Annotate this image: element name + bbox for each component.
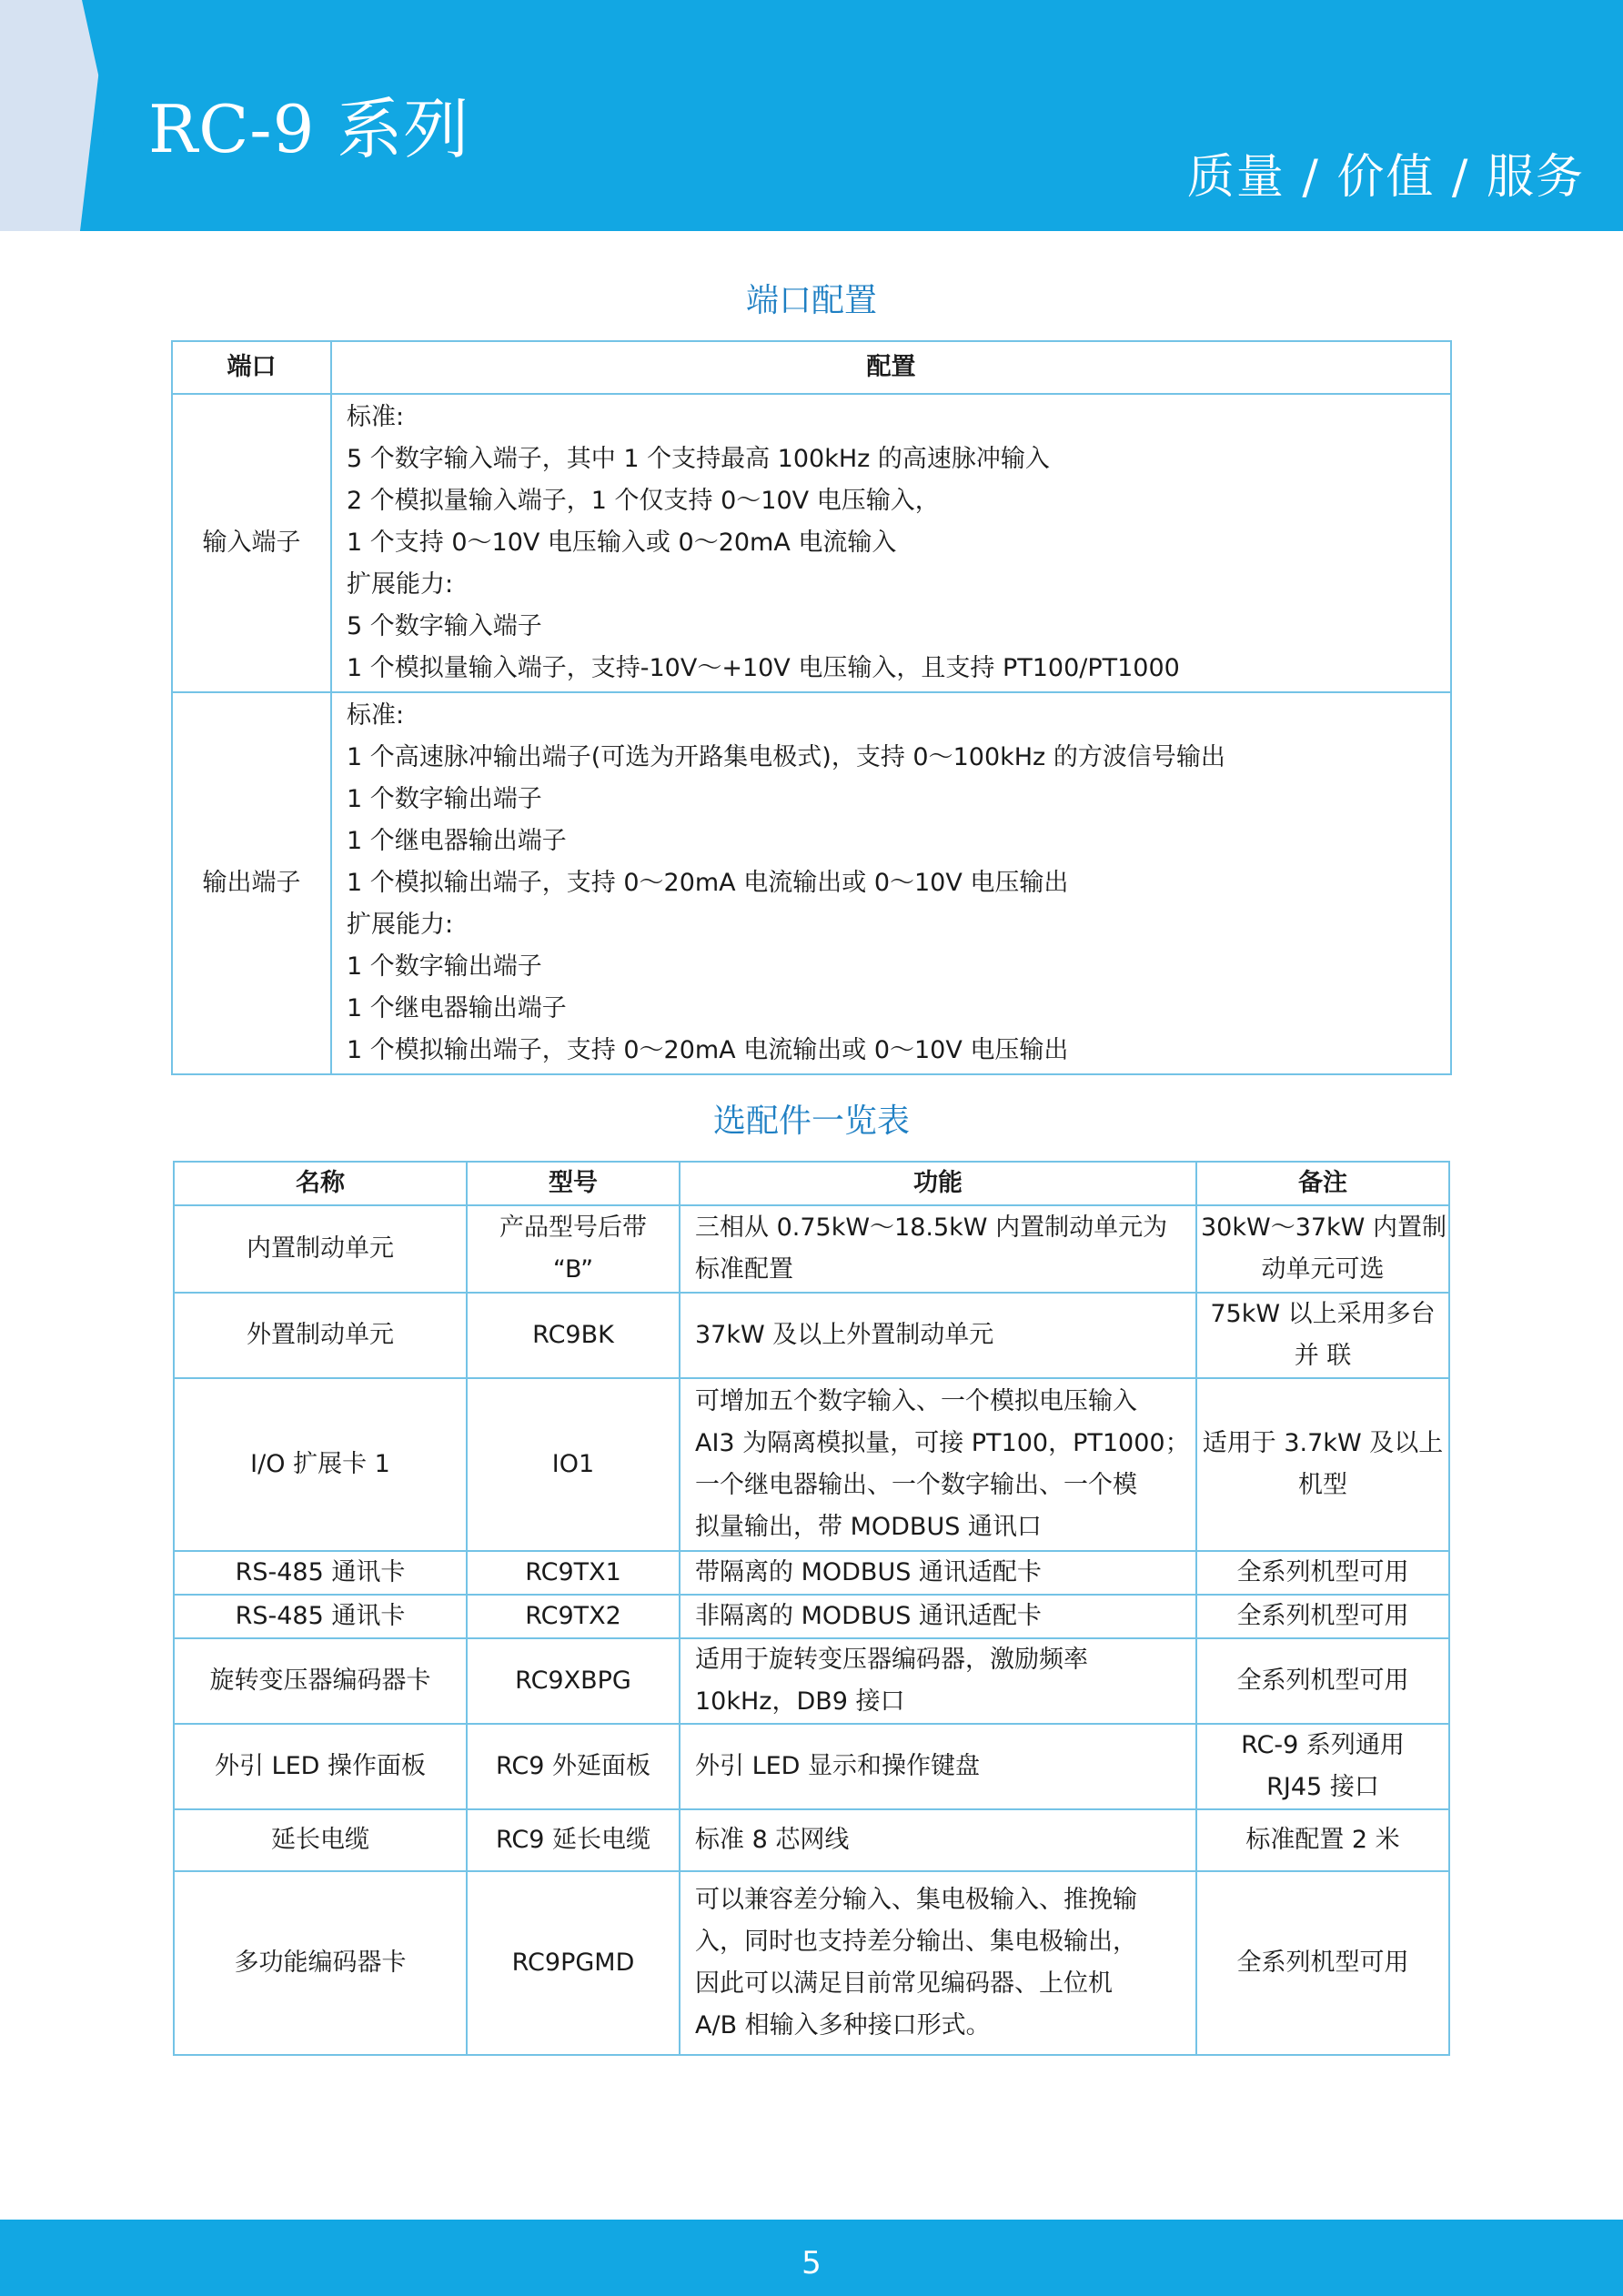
accessory-name: RS-485 通讯卡 <box>174 1551 467 1595</box>
accessory-model-line: RC9XBPG <box>515 1667 631 1695</box>
accessory-function-line: 适用于旋转变压器编码器，激励频率 <box>695 1646 1088 1674</box>
accessory-model-line: RC9BK <box>532 1321 614 1349</box>
config-line: 1 个继电器输出端子 <box>347 827 567 855</box>
accessory-note-line: 全系列机型可用 <box>1236 1602 1409 1630</box>
accessory-name: RS-485 通讯卡 <box>174 1595 467 1638</box>
accessory-note-line: 机型 <box>1298 1471 1347 1499</box>
accessory-note <box>1196 1809 1449 1871</box>
table-header-row <box>174 1162 1449 1205</box>
accessory-function <box>680 1724 1196 1809</box>
accessory-function <box>680 1551 1196 1595</box>
accessories-table <box>173 1161 1450 2056</box>
accessory-model <box>467 1293 680 1378</box>
accessory-model <box>467 1205 680 1293</box>
config-line: 1 个继电器输出端子 <box>347 994 567 1022</box>
accessory-name: 外引 LED 操作面板 <box>174 1724 467 1809</box>
column-header-function: 功能 <box>680 1162 1196 1205</box>
port-config-table <box>171 340 1452 1075</box>
accessory-model <box>467 1871 680 2055</box>
config-line: 标准: <box>347 701 405 730</box>
accessory-note-line: RC-9 系列通用 <box>1241 1731 1405 1759</box>
accessory-note-line: 全系列机型可用 <box>1236 1558 1409 1586</box>
accessory-name: I/O 扩展卡 1 <box>174 1378 467 1551</box>
accessory-note <box>1196 1378 1449 1551</box>
config-line: 标准: <box>347 403 405 431</box>
accessory-function <box>680 1871 1196 2055</box>
port-name: 输入端子 <box>172 394 331 692</box>
accessory-model-line: “B” <box>552 1255 594 1284</box>
accessory-model-line: 产品型号后带 <box>499 1213 647 1242</box>
table-row <box>174 1293 1449 1378</box>
accessory-function <box>680 1809 1196 1871</box>
accessory-note <box>1196 1551 1449 1595</box>
port-config-cell <box>331 394 1451 692</box>
accessory-function <box>680 1595 1196 1638</box>
config-line: 1 个数字输出端子 <box>347 785 542 813</box>
config-line: 1 个模拟输出端子，支持 0～20mA 电流输出或 0～10V 电压输出 <box>347 1036 1069 1064</box>
accessory-function-line: A/B 相输入多种接口形式。 <box>695 2011 991 2039</box>
accessory-model-line: RC9TX2 <box>525 1602 621 1630</box>
accessory-function <box>680 1378 1196 1551</box>
accessory-function-line: 37kW 及以上外置制动单元 <box>695 1321 994 1349</box>
table-row <box>174 1871 1449 2055</box>
accessory-name: 内置制动单元 <box>174 1205 467 1293</box>
column-header-model: 型号 <box>467 1162 680 1205</box>
accessory-function-line: 可以兼容差分输入、集电极输入、推挽输 <box>695 1886 1137 1914</box>
accessory-note-line: 动单元可选 <box>1261 1255 1385 1284</box>
accessory-model-line: RC9PGMD <box>511 1949 635 1977</box>
accessory-model-line: RC9TX1 <box>525 1558 621 1586</box>
accessory-function-line: 非隔离的 MODBUS 通讯适配卡 <box>695 1602 1042 1630</box>
column-header-name: 名称 <box>174 1162 467 1205</box>
accessory-note <box>1196 1871 1449 2055</box>
accessory-note <box>1196 1638 1449 1724</box>
port-row-output <box>172 692 1451 1074</box>
accessories-body <box>174 1205 1449 2055</box>
config-line: 5 个数字输入端子 <box>347 612 542 640</box>
document-title: RC-9 系列 <box>148 91 470 167</box>
column-header-note: 备注 <box>1196 1162 1449 1205</box>
accessory-model-line: RC9 外延面板 <box>495 1752 651 1780</box>
accessory-function <box>680 1205 1196 1293</box>
accessory-note-line: 适用于 3.7kW 及以上 <box>1202 1429 1444 1457</box>
accessory-function-line: 一个继电器输出、一个数字输出、一个模 <box>695 1471 1137 1499</box>
table-row <box>174 1205 1449 1293</box>
page-number: 5 <box>801 2245 822 2281</box>
accessory-function-line: 标准 8 芯网线 <box>695 1826 850 1854</box>
header-slogan: 质量 / 价值 / 服务 <box>1186 150 1585 205</box>
accessory-function <box>680 1293 1196 1378</box>
config-line: 2 个模拟量输入端子，1 个仅支持 0～10V 电压输入， <box>347 487 940 515</box>
accessory-name: 延长电缆 <box>174 1809 467 1871</box>
accessory-function-line: 拟量输出，带 MODBUS 通讯口 <box>695 1513 1042 1541</box>
table-row <box>174 1595 1449 1638</box>
table-row <box>174 1724 1449 1809</box>
accessory-name: 外置制动单元 <box>174 1293 467 1378</box>
port-row-input <box>172 394 1451 692</box>
config-line: 扩展能力: <box>347 570 454 599</box>
accessory-note-line: 并 联 <box>1294 1342 1352 1370</box>
accessory-function-line: AI3 为隔离模拟量，可接 PT100，PT1000； <box>695 1429 1190 1457</box>
config-line: 扩展能力: <box>347 911 454 939</box>
accessory-note-line: 75kW 以上采用多台 <box>1210 1300 1436 1328</box>
accessory-model <box>467 1809 680 1871</box>
accessory-note-line: 全系列机型可用 <box>1236 1949 1409 1977</box>
config-line: 5 个数字输入端子，其中 1 个支持最高 100kHz 的高速脉冲输入 <box>347 445 1050 473</box>
accessory-model <box>467 1551 680 1595</box>
table-row <box>174 1638 1449 1724</box>
accessory-function-line: 三相从 0.75kW～18.5kW 内置制动单元为 <box>695 1213 1168 1242</box>
accessory-function-line: 标准配置 <box>695 1255 793 1284</box>
table-row <box>174 1809 1449 1871</box>
accessory-function-line: 可增加五个数字输入、一个模拟电压输入 <box>695 1387 1137 1415</box>
accessory-name: 多功能编码器卡 <box>174 1871 467 2055</box>
column-header-config: 配置 <box>331 341 1451 394</box>
table-row <box>174 1551 1449 1595</box>
accessory-note-line: 30kW～37kW 内置制 <box>1201 1213 1447 1242</box>
accessory-function <box>680 1638 1196 1724</box>
accessories-title: 选配件一览表 <box>712 1103 910 1140</box>
column-header-port: 端口 <box>172 341 331 394</box>
accessory-note-line: 标准配置 2 米 <box>1245 1826 1400 1854</box>
accessory-note-line: 全系列机型可用 <box>1236 1667 1409 1695</box>
config-line: 1 个模拟输出端子，支持 0～20mA 电流输出或 0～10V 电压输出 <box>347 869 1069 897</box>
table-header-row <box>172 341 1451 394</box>
accessory-function-line: 带隔离的 MODBUS 通讯适配卡 <box>695 1558 1042 1586</box>
accessory-note <box>1196 1724 1449 1809</box>
accessory-function-line: 外引 LED 显示和操作键盘 <box>695 1752 981 1780</box>
accessory-model <box>467 1378 680 1551</box>
accessory-note-line: RJ45 接口 <box>1266 1773 1379 1801</box>
accessory-model <box>467 1595 680 1638</box>
accessory-model-line: IO1 <box>551 1450 595 1478</box>
accessory-function-line: 10kHz，DB9 接口 <box>695 1687 905 1716</box>
config-line: 1 个高速脉冲输出端子(可选为开路集电极式)，支持 0～100kHz 的方波信号输出 <box>347 743 1225 771</box>
accessory-note <box>1196 1595 1449 1638</box>
accessory-note <box>1196 1205 1449 1293</box>
table-row <box>174 1378 1449 1551</box>
accessory-name: 旋转变压器编码器卡 <box>174 1638 467 1724</box>
config-line: 1 个数字输出端子 <box>347 952 542 981</box>
accessory-model <box>467 1724 680 1809</box>
accessory-model <box>467 1638 680 1724</box>
accessory-function-line: 入，同时也支持差分输出、集电极输出， <box>695 1928 1137 1956</box>
accessory-function-line: 因此可以满足目前常见编码器、上位机 <box>695 1969 1113 1998</box>
accessory-model-line: RC9 延长电缆 <box>495 1826 651 1854</box>
port-config-cell <box>331 692 1451 1074</box>
port-name: 输出端子 <box>172 692 331 1074</box>
config-line: 1 个支持 0～10V 电压输入或 0～20mA 电流输入 <box>347 529 897 557</box>
port-config-title: 端口配置 <box>745 282 877 319</box>
config-line: 1 个模拟量输入端子，支持-10V～+10V 电压输入，且支持 PT100/PT1000 <box>347 654 1180 682</box>
accessory-note <box>1196 1293 1449 1378</box>
